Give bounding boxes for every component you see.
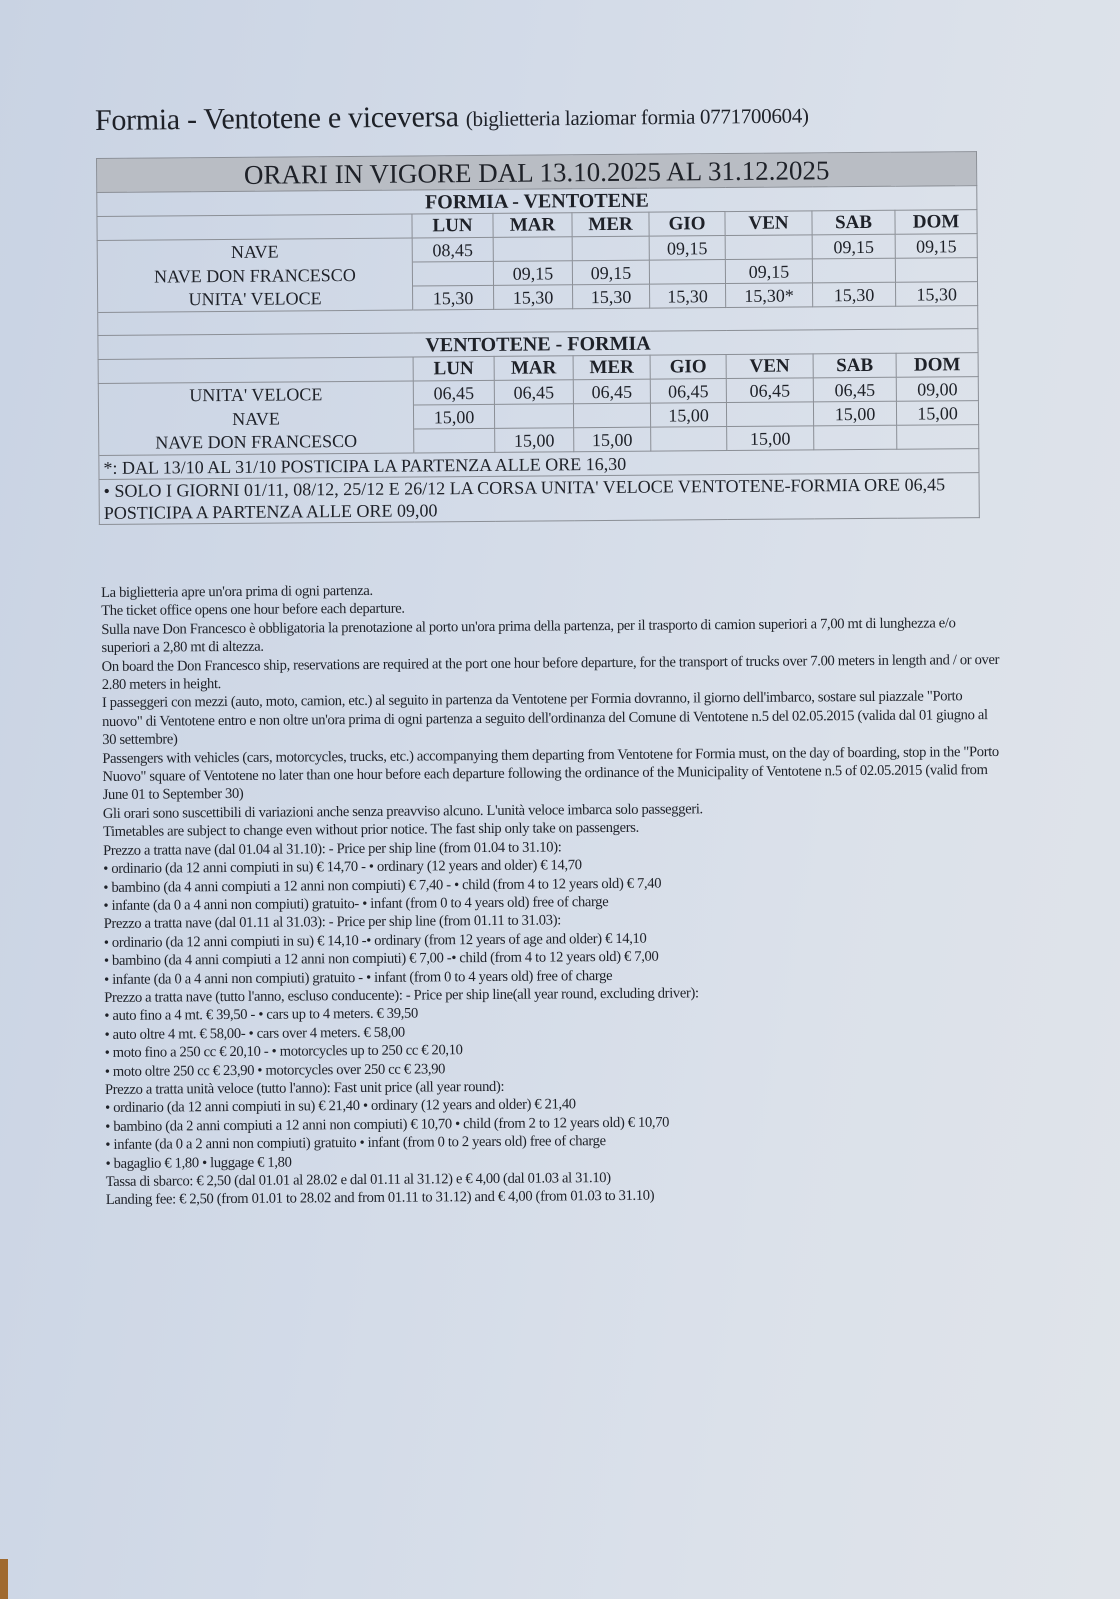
- departure-time-sab: 09,15: [812, 234, 895, 259]
- day-header-lun: LUN: [412, 213, 493, 238]
- departure-time-lun: 15,00: [413, 404, 494, 429]
- departure-time-lun: [414, 428, 495, 453]
- departure-time-mar: 15,30: [494, 285, 573, 310]
- departure-time-mer: 15,00: [574, 427, 651, 452]
- price-item: • bambino (da 4 anni compiuti a 12 anni non compiuti) € 7,00 -• child (from 4 to 12 years old) € 7,00: [104, 945, 1004, 970]
- departure-time-sab: 06,45: [813, 377, 896, 402]
- departure-time-lun: 06,45: [413, 380, 494, 405]
- departure-time-mar: 15,00: [495, 428, 574, 453]
- departure-time-gio: [649, 260, 725, 285]
- info-line: Landing fee: € 2,50 (from 01.01 to 28.02 and from 01.11 to 31.12) and € 4,00 (from 01.03 to 31.10): [105, 1188, 655, 1209]
- info-line: Tassa di sbarco: € 2,50 (dal 01.01 al 28.02 e dal 01.11 al 31.12) e € 4,00 (dal 01.03 al 31.10): [105, 1170, 611, 1190]
- empty-cell: [97, 214, 412, 240]
- vessel-name: NAVE: [97, 238, 412, 264]
- info-line: The ticket office opens one hour before each departure.: [101, 601, 405, 620]
- price-item: • moto fino a 250 cc € 20,10 - • motorcycles up to 250 cc € 20,10: [105, 1037, 1005, 1062]
- departure-time-dom: 15,30: [896, 282, 978, 307]
- departure-time-gio: [651, 427, 727, 452]
- departure-time-gio: 06,45: [650, 379, 726, 404]
- departure-time-ven: [725, 235, 812, 260]
- departure-time-lun: 08,45: [412, 237, 493, 262]
- departure-time-ven: 15,00: [727, 426, 814, 451]
- timetable-heading: ORARI IN VIGORE DAL 13.10.2025 AL 31.12.2025: [97, 152, 977, 193]
- info-line: Prezzo a tratta nave (dal 01.11 al 31.03): - Price per ship line (from 01.11 to 31.03):: [103, 912, 561, 933]
- day-header-lun: LUN: [413, 356, 494, 381]
- price-item: • bambino (da 2 anni compiuti a 12 anni non compiuti) € 10,70 • child (from 2 to 12 years old) € 10,70: [105, 1111, 1005, 1136]
- day-header-dom: DOM: [896, 353, 978, 378]
- price-item: • ordinario (da 12 anni compiuti in su) € 14,70 - • ordinary (12 years and older) € 14,70: [103, 853, 1003, 878]
- day-header-dom: DOM: [895, 210, 977, 235]
- info-line: Gli orari sono suscettibili di variazioni anche senza preavviso alcuno. L'unità veloce imbarca solo passeggeri.: [102, 801, 703, 822]
- day-header-gio: GIO: [650, 355, 726, 380]
- timetable-note: *: DAL 13/10 AL 31/10 POSTICIPA LA PARTENZA ALLE ORE 16,30: [99, 449, 979, 480]
- departure-time-mer: [572, 236, 649, 261]
- price-item: • auto oltre 4 mt. € 58,00- • cars over 4 meters. € 58,00: [104, 1019, 1004, 1044]
- price-item: • moto oltre 250 cc € 23,90 • motorcycles over 250 cc € 23,90: [105, 1055, 1005, 1080]
- departure-time-mer: 15,30: [573, 284, 650, 309]
- departure-time-mar: 09,15: [493, 261, 572, 286]
- departure-time-mar: 06,45: [494, 380, 573, 405]
- info-line: Prezzo a tratta nave (dal 01.04 al 31.10): - Price per ship line (from 01.04 to 31.10):: [103, 839, 562, 859]
- price-item: • ordinario (da 12 anni compiuti in su) € 21,40 • ordinary (12 years and older) € 21,40: [105, 1092, 1005, 1117]
- info-line: Sulla nave Don Francesco è obbligatoria la prenotazione al porto un'ora prima della partenza, per il trasporto di camion superiori a 7,00 mt di lunghezza e/o superiori a 2,80 mt di altezza.: [101, 615, 956, 657]
- departure-time-dom: 09,15: [895, 234, 977, 259]
- timetable-note: • SOLO I GIORNI 01/11, 08/12, 25/12 E 26/12 LA CORSA UNITA' VELOCE VENTOTENE-FORMIA ORE 06,45 POSTICIPA A PARTENZA ALLE ORE 09,00: [99, 473, 979, 525]
- timetable-note-row: [99, 473, 979, 525]
- desk-corner: [0, 1559, 8, 1599]
- vessel-name: NAVE DON FRANCESCO: [99, 429, 414, 455]
- departure-time-lun: [412, 261, 493, 286]
- info-line: Prezzo a tratta nave (tutto l'anno, escluso conducente): - Price per ship line(all year round, excluding driver):: [104, 985, 699, 1006]
- departure-time-lun: 15,30: [413, 285, 494, 310]
- vessel-name: UNITA' VELOCE: [98, 286, 413, 312]
- page-title: [95, 97, 809, 138]
- departure-time-sab: [812, 258, 895, 283]
- price-item: • auto fino a 4 mt. € 39,50 - • cars up to 4 meters. € 39,50: [104, 1000, 1004, 1025]
- departure-time-dom: [895, 258, 977, 283]
- price-item: • bambino (da 4 anni compiuti a 12 anni non compiuti) € 7,40 - • child (from 4 to 12 years old) € 7,40: [103, 871, 1003, 896]
- ventotene-formia-route-title: VENTOTENE - FORMIA: [98, 329, 978, 360]
- day-header-sab: SAB: [813, 353, 896, 378]
- day-header-sab: SAB: [812, 210, 895, 235]
- vessel-name: NAVE: [98, 405, 413, 431]
- title-main: Formia - Ventotene e viceversa: [94, 100, 459, 137]
- day-header-mer: MER: [573, 355, 650, 380]
- info-line: I passeggeri con mezzi (auto, moto, camion, etc.) al seguito in partenza da Ventotene per Formia dovranno, il giorno dell'imbarco, sostare sul piazzale "Porto nuovo" di Ventotene entro e non oltre un'ora prima di ogni partenza a seguito dell'ordinanza del Comune di Ventotene n.5 del 02.05.2015 (valida dal 01 giugno al 30 settembre): [101, 688, 988, 749]
- price-item: • infante (da 0 a 2 anni non compiuti) gratuito • infant (from 0 to 2 years old) free of charge: [105, 1129, 1005, 1154]
- info-line: Prezzo a tratta unità veloce (tutto l'anno): Fast unit price (all year round):: [104, 1078, 505, 1098]
- departure-time-dom: 09,00: [896, 377, 978, 402]
- departure-time-ven: 09,15: [725, 259, 812, 284]
- day-header-gio: GIO: [649, 212, 725, 237]
- departure-time-gio: 15,00: [650, 403, 726, 428]
- title-subtitle: (biglietteria laziomar formia 0771700604): [465, 103, 809, 132]
- departure-time-mer: [573, 403, 650, 428]
- day-header-mer: MER: [572, 212, 649, 237]
- departure-time-ven: 06,45: [726, 378, 813, 403]
- day-header-mar: MAR: [494, 356, 573, 381]
- price-item: • infante (da 0 a 4 anni non compiuti) gratuito - • infant (from 0 to 4 years old) free of charge: [104, 963, 1004, 988]
- departure-time-sab: 15,00: [813, 401, 896, 426]
- day-header-ven: VEN: [726, 354, 813, 379]
- day-header-ven: VEN: [725, 211, 812, 236]
- timetable: [96, 151, 979, 525]
- departure-time-dom: [897, 425, 979, 450]
- departure-time-mar: [493, 237, 572, 262]
- info-line: Passengers with vehicles (cars, motorcycles, trucks, etc.) accompanying them departing from Ventotene for Formia must, on the day of boarding, stop in the "Porto Nuovo" square of Ventotene no later than one hour before each departure following the ordinance of the Municipality of Ventotene n.5 of 02.05.2015 (valid from June 01 to September 30): [102, 743, 999, 804]
- price-item: • bagaglio € 1,80 • luggage € 1,80: [105, 1148, 1005, 1173]
- departure-time-sab: [814, 425, 897, 450]
- departure-time-sab: 15,30: [813, 282, 896, 307]
- timetable-table: [96, 151, 980, 525]
- price-item: • ordinario (da 12 anni compiuti in su) € 14,10 -• ordinary (from 12 years of age and older) € 14,10: [104, 927, 1004, 952]
- info-line: La biglietteria apre un'ora prima di ogni partenza.: [101, 582, 373, 601]
- info-text: [101, 577, 1006, 1210]
- vessel-name: UNITA' VELOCE: [98, 381, 413, 407]
- empty-cell: [98, 357, 413, 383]
- departure-time-ven: 15,30*: [726, 283, 813, 308]
- departure-time-mar: [494, 404, 573, 429]
- price-item: • infante (da 0 a 4 anni non compiuti) gratuito- • infant (from 0 to 4 years old) free of charge: [103, 890, 1003, 915]
- info-line: On board the Don Francesco ship, reservations are required at the port one hour before departure, for the transport of trucks over 7.00 meters in length and / or over 2.80 meters in height.: [101, 651, 1000, 694]
- departure-time-mer: 06,45: [573, 379, 650, 404]
- info-line: Timetables are subject to change even without prior notice. The fast ship only take on passengers.: [102, 820, 639, 841]
- departure-time-dom: 15,00: [896, 401, 978, 426]
- vessel-name: NAVE DON FRANCESCO: [97, 262, 412, 288]
- departure-time-gio: 15,30: [650, 284, 726, 309]
- day-header-mar: MAR: [493, 213, 572, 238]
- departure-time-gio: 09,15: [649, 236, 725, 261]
- departure-time-ven: [726, 402, 813, 427]
- formia-ventotene-route-title: FORMIA - VENTOTENE: [97, 186, 977, 217]
- departure-time-mer: 09,15: [572, 260, 649, 285]
